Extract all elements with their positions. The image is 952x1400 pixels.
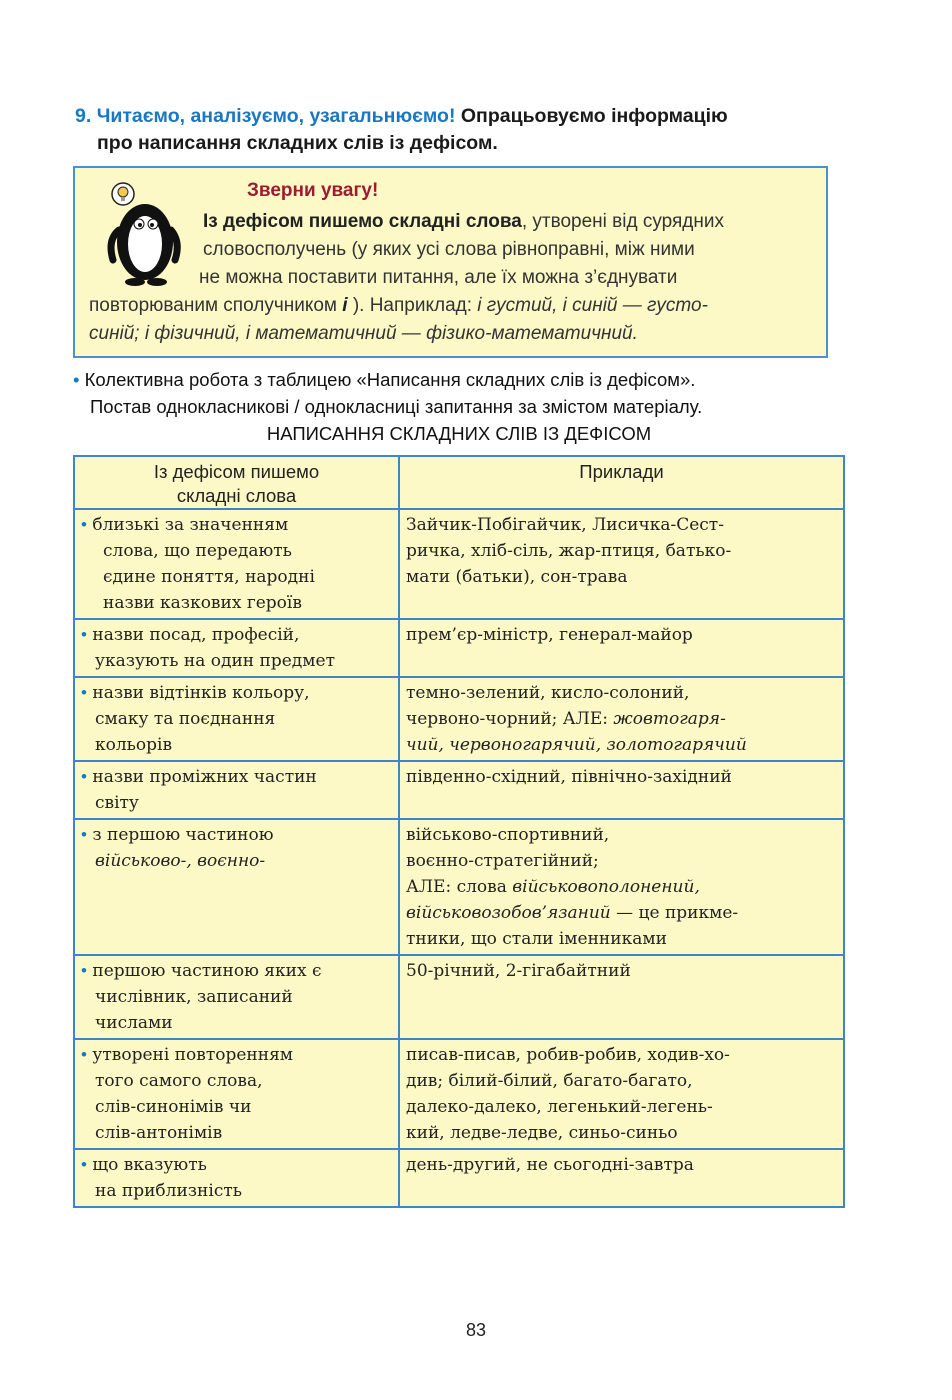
note-example-1: і густий, і синій — густо-	[477, 295, 708, 316]
rule-text: утворені повторенням	[92, 1045, 294, 1065]
rule-text: назви посад, професій,	[92, 625, 300, 645]
collab-text-1: Колективна робота з таблицею «Написання складних слів із дефісом».	[84, 369, 696, 390]
note-line-3: не можна поставити питання, але їх можна з’єднувати	[199, 267, 678, 288]
example-text: військово-спортивний,	[406, 825, 610, 845]
rule-cell	[74, 677, 399, 761]
task-number: 9.	[75, 105, 92, 127]
example-text: південно-східний, північно-західний	[406, 767, 732, 787]
note-title: Зверни увагу!	[247, 180, 379, 201]
rule-cell	[74, 509, 399, 619]
example-text: мати (батьки), сон-трава	[406, 567, 628, 587]
table-row	[74, 1039, 844, 1149]
examples-cell	[399, 1039, 844, 1149]
rule-cell	[74, 1149, 399, 1207]
rule-text: близькі за значенням	[92, 515, 289, 535]
note-line-1	[203, 208, 724, 236]
rule-text: єдине поняття, народні	[103, 567, 315, 587]
collab-line-2: Постав однокласникові / однокласниці запитання за змістом матеріалу.	[90, 396, 703, 417]
note-line-4-mid: ). Наприклад:	[347, 295, 478, 316]
note-line-4-start: повторюваним сполучником	[89, 295, 343, 316]
table-row	[74, 761, 844, 819]
note-example-2: синій; і фізичний, і математичний — фізико-математичний.	[89, 323, 638, 344]
example-text: кий, ледве-ледве, синьо-синьо	[406, 1123, 678, 1143]
header-rule-line-1: Із дефісом пишемо	[153, 461, 320, 482]
example-line	[406, 732, 837, 758]
bullet: •	[81, 1045, 87, 1064]
examples-cell	[399, 509, 844, 619]
example-exception: військовополонений,	[512, 877, 700, 897]
example-text: далеко-далеко, легенький-легень-	[406, 1097, 713, 1117]
rule-text: на приблизність	[95, 1181, 242, 1201]
table-row	[74, 955, 844, 1039]
example-text: див; білий-білий, багато-багато,	[406, 1071, 693, 1091]
rule-text: назви проміжних частин	[92, 767, 317, 787]
rule-cell	[74, 619, 399, 677]
table-header-row	[74, 456, 844, 509]
table-row	[74, 619, 844, 677]
example-text: Зайчик-Побігайчик, Лисичка-Сест-	[406, 515, 724, 535]
rule-text: указують на один предмет	[95, 651, 335, 671]
example-exception: жовтогаря-	[613, 709, 726, 729]
example-line	[406, 900, 837, 926]
examples-cell	[399, 819, 844, 955]
note-line-1-rest: , утворені від сурядних	[521, 211, 724, 232]
example-exception: військовозобов’язаний	[406, 903, 611, 923]
rule-text: назви казкових героїв	[103, 593, 302, 613]
rule-line	[81, 1152, 392, 1178]
bullet: •	[81, 515, 87, 534]
bullet: •	[73, 369, 80, 390]
example-text: прем’єр-міністр, генерал-майор	[406, 625, 693, 645]
page-number: 83	[465, 1320, 487, 1340]
rule-line	[81, 764, 392, 790]
table-title: НАПИСАННЯ СКЛАДНИХ СЛІВ ІЗ ДЕФІСОМ	[266, 423, 652, 444]
rule-line	[81, 1042, 392, 1068]
example-text: день-другий, не сьогодні-завтра	[406, 1155, 694, 1175]
rules-table	[73, 455, 845, 1208]
rule-text: того самого слова,	[95, 1071, 263, 1091]
collab-instruction	[73, 366, 702, 420]
example-text: червоно-чорний; АЛЕ:	[406, 709, 614, 729]
table-row	[74, 1149, 844, 1207]
rule-text: слів-синонімів чи	[95, 1097, 252, 1117]
bullet: •	[81, 767, 87, 786]
task-text-1: Опрацьовуємо інформацію	[460, 105, 728, 127]
rule-text: світу	[95, 793, 139, 813]
task-highlight: Читаємо, аналізуємо, узагальнюємо!	[96, 105, 456, 127]
bullet: •	[81, 1155, 87, 1174]
rule-text: слів-антонімів	[95, 1123, 223, 1143]
example-text: писав-писав, робив-робив, ходив-хо-	[406, 1045, 730, 1065]
bullet: •	[81, 625, 87, 644]
rule-line	[81, 848, 392, 874]
rule-cell	[74, 1039, 399, 1149]
bullet: •	[81, 825, 87, 844]
penguin-mascot-icon	[101, 180, 183, 290]
header-rule-line-2: складні слова	[176, 485, 297, 506]
rule-text: з першою частиною	[92, 825, 274, 845]
examples-cell	[399, 1149, 844, 1207]
table-row	[74, 677, 844, 761]
examples-cell	[399, 761, 844, 819]
table-row	[74, 509, 844, 619]
bullet: •	[81, 961, 87, 980]
rule-text: слова, що передають	[103, 541, 292, 561]
rule-line	[81, 822, 392, 848]
example-text: темно-зелений, кисло-солоний,	[406, 683, 690, 703]
rule-text: числами	[95, 1013, 173, 1033]
rule-prefixes: військово-, воєнно-	[95, 851, 266, 871]
example-text: ричка, хліб-сіль, жар-птиця, батько-	[406, 541, 732, 561]
rule-line	[81, 680, 392, 706]
note-conjunction: і	[342, 295, 348, 316]
rule-cell	[74, 761, 399, 819]
rule-text: назви відтінків кольору,	[92, 683, 310, 703]
rule-text: смаку та поєднання	[95, 709, 276, 729]
examples-cell	[399, 619, 844, 677]
rule-line	[81, 958, 392, 984]
task-line-1	[75, 103, 855, 130]
example-text: 50-річний, 2-гігабайтний	[406, 961, 631, 981]
attention-box	[73, 166, 828, 358]
example-line	[406, 874, 837, 900]
rule-text: числівник, записаний	[95, 987, 293, 1007]
rule-line	[81, 622, 392, 648]
header-examples: Приклади	[399, 456, 844, 509]
bullet: •	[81, 683, 87, 702]
example-text: воєнно-стратегійний;	[406, 851, 599, 871]
example-exception: чий, червоногарячий, золотогарячий	[406, 735, 747, 755]
collab-line-1	[73, 366, 702, 393]
rule-cell	[74, 955, 399, 1039]
examples-cell	[399, 677, 844, 761]
note-line-4	[89, 292, 708, 320]
note-line-2: словосполучень (у яких усі слова рівноправні, між ними	[203, 239, 695, 260]
rule-cell	[74, 819, 399, 955]
example-text: — це прикме-	[610, 903, 739, 923]
rule-text: що вказують	[92, 1155, 207, 1175]
note-line-5	[89, 320, 638, 348]
rule-text: першою частиною яких є	[92, 961, 322, 981]
task-text-2: про написання складних слів із дефісом.	[97, 132, 498, 154]
table-row	[74, 819, 844, 955]
note-bold: Із дефісом пишемо складні слова	[203, 211, 522, 232]
rule-text: кольорів	[95, 735, 173, 755]
header-rule	[74, 456, 399, 509]
examples-cell	[399, 955, 844, 1039]
rule-line	[81, 512, 392, 538]
example-line	[406, 706, 837, 732]
task-heading	[75, 103, 855, 157]
example-text: тники, що стали іменниками	[406, 929, 667, 949]
example-text: АЛЕ: слова	[406, 877, 513, 897]
